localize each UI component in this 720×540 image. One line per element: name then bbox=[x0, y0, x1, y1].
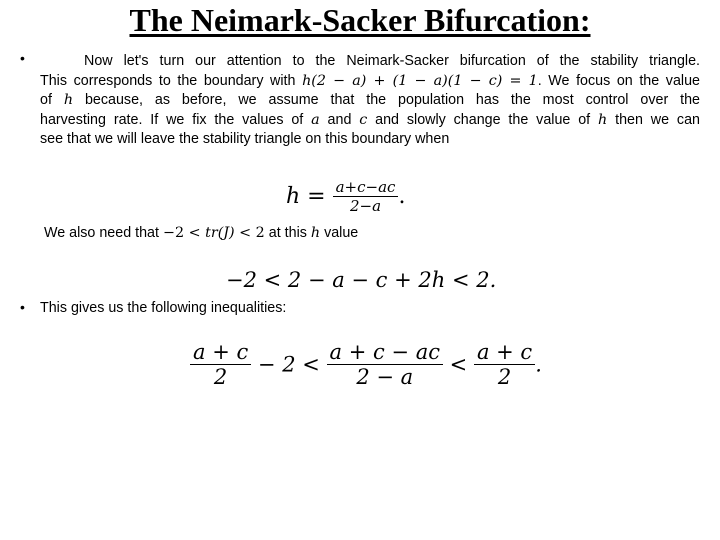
equation-h-fraction bbox=[333, 178, 399, 215]
equation-h-denominator: 2−a bbox=[349, 197, 382, 215]
equation-h-numerator: a+c−ac bbox=[335, 178, 396, 196]
fraction-left: $\frac{a + c}{2}$ bbox=[190, 340, 251, 389]
intro-paragraph bbox=[40, 52, 700, 150]
slide-title-text: The Neimark-Sacker Bifurcation: bbox=[129, 2, 591, 38]
trace-inequality: −2 < 2 − a − c + 2h < 2. bbox=[226, 268, 497, 292]
fraction-right: $\frac{a + c}{2}$ bbox=[474, 340, 535, 389]
para-line-5: see that we will leave the stability triangle on this boundary when bbox=[40, 131, 450, 147]
equation-h bbox=[286, 178, 405, 215]
boundary-equation: h(2 − a) + (1 − a)(1 − c) = 1 bbox=[302, 72, 538, 89]
slide-title bbox=[0, 2, 720, 38]
trace-condition-line: We also need that −2 < tr(J) < 2 at this h value bbox=[44, 225, 359, 241]
equation-h-period: . bbox=[398, 184, 406, 209]
bullet-marker-2: • bbox=[20, 299, 25, 315]
para-line-2: This corresponds to the boundary with h(2 − a) + (1 − a)(1 − c) = 1. We focus on the value bbox=[40, 72, 700, 89]
para-line-1: Now let's turn our attention to the Neimark-Sacker bifurcation of the stability triangle. bbox=[84, 53, 700, 69]
inequalities-intro: This gives us the following inequalities: bbox=[40, 300, 287, 316]
para-line-3: of h because, as before, we assume that the population has the most control over the bbox=[40, 92, 700, 108]
bullet-marker-1: • bbox=[20, 50, 25, 66]
equation-inequalities: $\frac{a + c}{2}$ − 2 < $\frac{a + c - ac}{2 - a}$ < $\frac{a + c}{2}$ . bbox=[190, 340, 542, 389]
equation-h-lhs: h = bbox=[286, 184, 326, 209]
para-line-4: harvesting rate. If we fix the values of a and c and slowly change the value of h then we can bbox=[40, 111, 700, 128]
fraction-middle: $\frac{a + c - ac}{2 - a}$ bbox=[327, 340, 443, 389]
